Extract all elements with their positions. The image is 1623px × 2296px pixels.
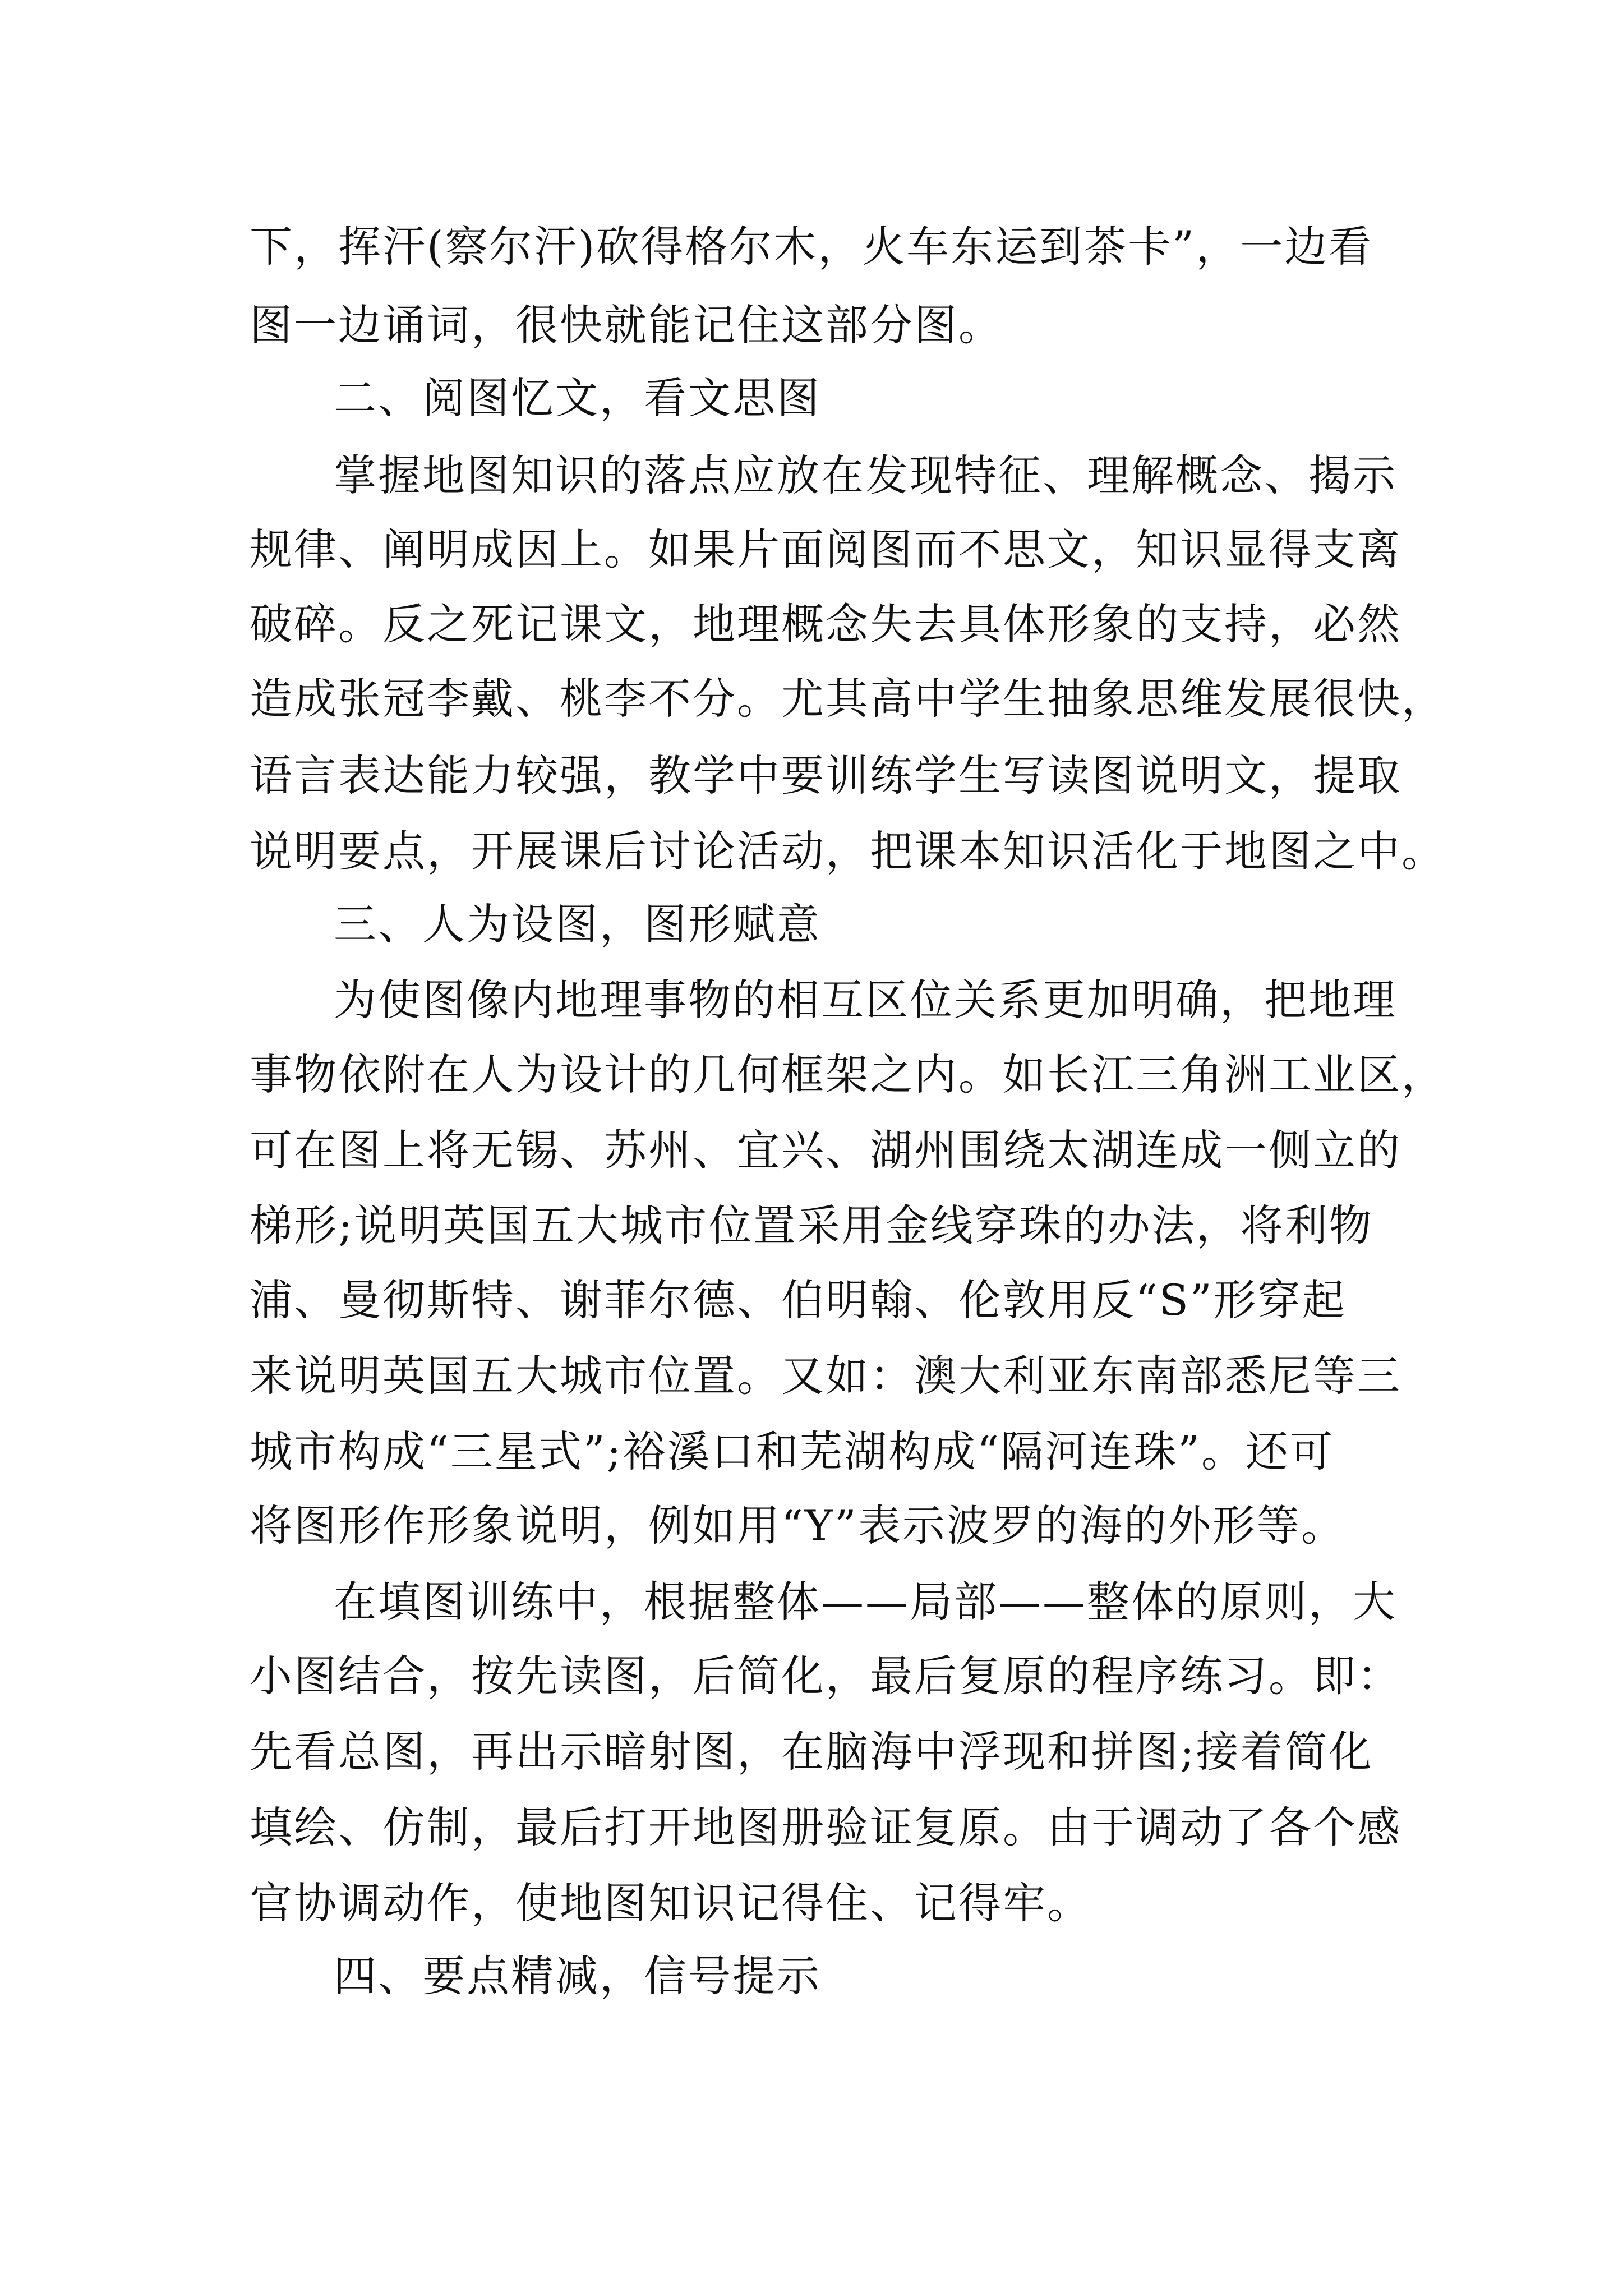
paragraph-start: 为使图像内地理事物的相互区位关系更加明确，把地理 [334,975,1397,1025]
text-line: 图一边诵词，很快就能记住这部分图。 [250,300,1003,350]
text-line: 可在图上将无锡、苏州、宜兴、湖州围绕太湖连成一侧立的 [250,1125,1401,1175]
text-line: 将图形作形象说明，例如用“Y”表示波罗的海的外形等。 [250,1501,1345,1550]
text-line: 下，挥汗(察尔汗)砍得格尔木，火车东运到茶卡”，一边看 [250,222,1373,272]
text-line: 小图结合，按先读图，后简化，最后复原的程序练习。即： [250,1651,1401,1701]
text-line: 造成张冠李戴、桃李不分。尤其高中学生抽象思维发展很快， [250,674,1446,724]
text-line: 来说明英国五大城市位置。又如：澳大利亚东南部悉尼等三 [250,1351,1401,1401]
section-heading: 四、要点精减，信号提示 [334,1951,821,2001]
text-line: 破碎。反之死记课文，地理概念失去具体形象的支持，必然 [250,599,1401,649]
text-line: 浦、曼彻斯特、谢菲尔德、伯明翰、伦敦用反“S”形穿起 [250,1275,1347,1325]
text-line: 事物依附在人为设计的几何框架之内。如长江三角洲工业区， [250,1050,1446,1099]
text-line: 官协调动作，使地图知识记得住、记得牢。 [250,1878,1091,1928]
text-line: 先看总图，再出示暗射图，在脑海中浮现和拼图;接着简化 [250,1727,1373,1777]
paragraph-start: 掌握地图知识的落点应放在发现特征、理解概念、揭示 [334,450,1397,500]
text-line: 梯形;说明英国五大城市位置采用金线穿珠的办法，将利物 [250,1200,1373,1250]
text-line: 填绘、仿制，最后打开地图册验证复原。由于调动了各个感 [250,1802,1401,1852]
text-line: 城市构成“三星式”;裕溪口和芜湖构成“隔河连珠”。还可 [250,1427,1335,1476]
text-line: 说明要点，开展课后讨论活动，把课本知识活化于地图之中。 [250,826,1446,876]
paragraph-start: 在填图训练中，根据整体——局部——整体的原则，大 [334,1577,1397,1627]
section-heading: 三、人为设图，图形赋意 [334,899,821,949]
text-line: 语言表达能力较强，教学中要训练学生写读图说明文，提取 [250,751,1401,800]
section-heading: 二、阅图忆文，看文思图 [334,373,821,423]
text-line: 规律、阐明成因上。如果片面阅图而不思文，知识显得支离 [250,524,1401,574]
